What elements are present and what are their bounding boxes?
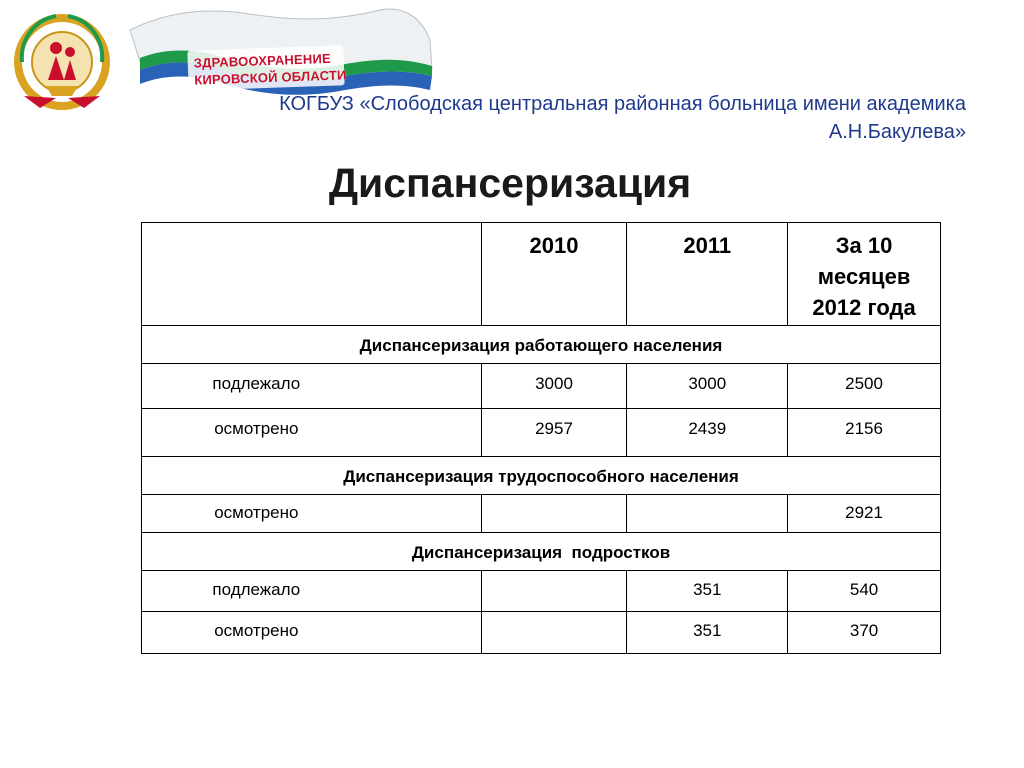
section-row-able-bodied [142, 457, 941, 495]
section-row-teenagers [142, 533, 941, 571]
header-cell-2010: 2010 [481, 223, 627, 326]
header-2012-line3: 2012 года [812, 295, 916, 320]
cell-value: 3000 [481, 364, 627, 409]
cell-value [481, 612, 627, 654]
page-title-text: Диспансеризация [328, 160, 692, 206]
table-row [142, 612, 941, 654]
table-row [142, 495, 941, 533]
logo-wordmark [193, 49, 346, 88]
cell-value: 2957 [481, 409, 627, 457]
cell-value: 2921 [788, 495, 941, 533]
cell-value: 351 [627, 571, 788, 612]
cell-value: 2156 [788, 409, 941, 457]
section-row-working [142, 326, 941, 364]
org-name-line2: А.Н.Бакулева» [828, 121, 966, 143]
section-title: Диспансеризация работающего населения [142, 326, 941, 364]
header-2012-line2: месяцев [817, 264, 911, 289]
header-2012-line1: За 10 [835, 233, 893, 258]
cell-value: 3000 [627, 364, 788, 409]
cell-value: 370 [788, 612, 941, 654]
cell-value: 2500 [788, 364, 941, 409]
page-title [0, 160, 1024, 207]
logo-line2: КИРОВСКОЙ ОБЛАСТИ [194, 67, 347, 88]
logo-line1: ЗДРАВООХРАНЕНИЕ [193, 50, 332, 71]
row-label: осмотрено [142, 495, 482, 533]
cell-value: 2439 [627, 409, 788, 457]
cell-value [627, 495, 788, 533]
row-label: подлежало [142, 571, 482, 612]
dispensary-table [141, 222, 941, 654]
row-label: осмотрено [142, 409, 482, 457]
header-cell-2011: 2011 [627, 223, 788, 326]
row-label: осмотрено [142, 612, 482, 654]
cell-value: 540 [788, 571, 941, 612]
cell-value [481, 495, 627, 533]
table-row [142, 409, 941, 457]
table-header-row [142, 223, 941, 326]
org-name-line1: КОГБУЗ «Слободская центральная районная больница имени академика [279, 93, 966, 115]
header-cell-2012 [788, 223, 941, 326]
section-title: Диспансеризация трудоспособного населения [142, 457, 941, 495]
table-row [142, 571, 941, 612]
cell-value: 351 [627, 612, 788, 654]
header-cell-empty [142, 223, 482, 326]
row-label: подлежало [142, 364, 482, 409]
section-title: Диспансеризация подростков [142, 533, 941, 571]
table-row [142, 364, 941, 409]
cell-value [481, 571, 627, 612]
